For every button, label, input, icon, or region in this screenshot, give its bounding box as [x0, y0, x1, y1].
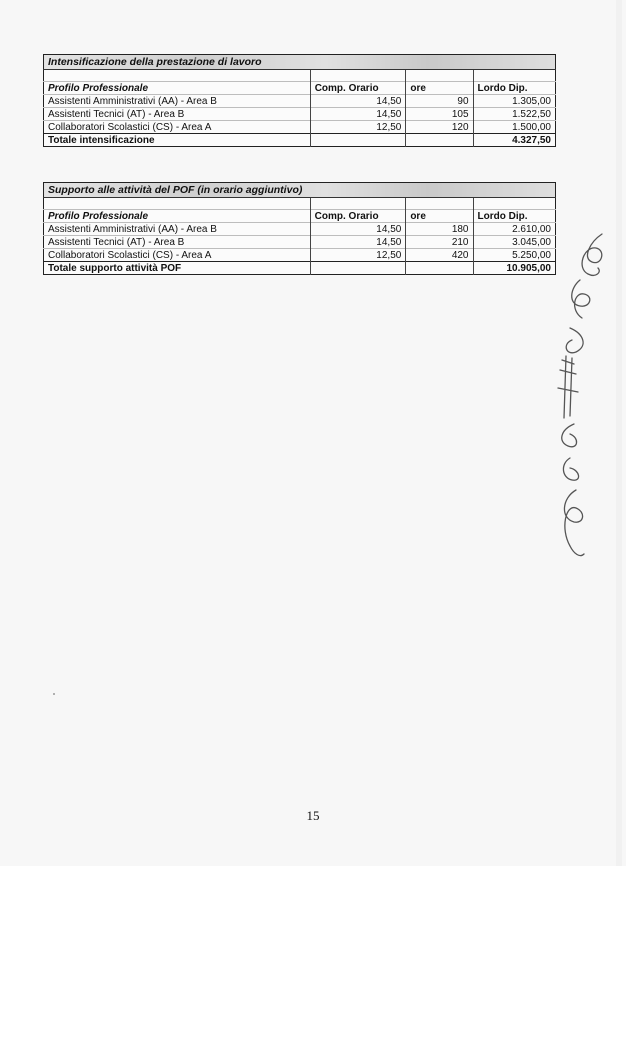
cell-lordo: 1.522,50 [512, 108, 551, 120]
cell-ore: 90 [406, 95, 473, 108]
cell-comp-orario: 14,50 [310, 108, 406, 121]
total-row [44, 134, 556, 147]
cell-comp-orario: 12,50 [310, 121, 406, 134]
spacer-row [44, 70, 556, 82]
cell-ore: 180 [406, 223, 473, 236]
intensificazione-table [43, 54, 556, 147]
total-value: 4.327,50 [473, 134, 555, 147]
cell-comp-orario: 12,50 [310, 249, 406, 262]
scan-speck [53, 693, 55, 695]
cell-profilo: Assistenti Amministrativi (AA) - Area B [44, 223, 311, 236]
col-header-profilo: Profilo Professionale [44, 210, 311, 223]
table-row [44, 121, 556, 134]
total-row [44, 262, 556, 275]
col-header-comp-orario: Comp. Orario [310, 210, 406, 223]
handwritten-signature-icon [540, 228, 620, 588]
page-number: 15 [306, 808, 320, 823]
cell-comp-orario: 14,50 [310, 95, 406, 108]
table-row [44, 95, 556, 108]
table-title-row [44, 183, 556, 198]
cell-lordo: 1.500,00 [512, 121, 551, 133]
cell-ore: 105 [406, 108, 473, 121]
cell-profilo: Collaboratori Scolastici (CS) - Area A [44, 249, 311, 262]
cell-ore: 420 [406, 249, 473, 262]
table-title: Intensificazione della prestazione di lavoro [44, 55, 556, 70]
table-title-row [44, 55, 556, 70]
header-row [44, 210, 556, 223]
col-header-lordo: Lordo Dip. [477, 82, 528, 94]
col-header-ore: ore [406, 82, 473, 95]
table-row [44, 249, 556, 262]
cell-lordo: 1.305,00 [512, 95, 551, 107]
spacer-row [44, 198, 556, 210]
cell-lordo: 2.610,00 [512, 223, 551, 235]
cell-ore: 120 [406, 121, 473, 134]
total-label: Totale intensificazione [44, 134, 311, 147]
col-header-profilo: Profilo Professionale [44, 82, 311, 95]
cell-lordo: 3.045,00 [512, 236, 551, 248]
cell-profilo: Assistenti Tecnici (AT) - Area B [44, 236, 311, 249]
table-row [44, 108, 556, 121]
cell-profilo: Assistenti Tecnici (AT) - Area B [44, 108, 311, 121]
cell-profilo: Assistenti Amministrativi (AA) - Area B [44, 95, 311, 108]
cell-ore: 210 [406, 236, 473, 249]
col-header-ore: ore [406, 210, 473, 223]
col-header-lordo: Lordo Dip. [477, 210, 528, 222]
supporto-pof-table [43, 182, 556, 275]
col-header-comp-orario: Comp. Orario [310, 82, 406, 95]
total-value: 10.905,00 [473, 262, 556, 275]
total-label: Totale supporto attività POF [44, 262, 311, 275]
cell-comp-orario: 14,50 [310, 236, 406, 249]
cell-comp-orario: 14,50 [310, 223, 406, 236]
cell-profilo: Collaboratori Scolastici (CS) - Area A [44, 121, 311, 134]
cell-lordo: 5.250,00 [512, 249, 551, 261]
header-row [44, 82, 556, 95]
table-row [44, 223, 556, 236]
table-row [44, 236, 556, 249]
table-title: Supporto alle attività del POF (in orario aggiuntivo) [44, 183, 556, 198]
